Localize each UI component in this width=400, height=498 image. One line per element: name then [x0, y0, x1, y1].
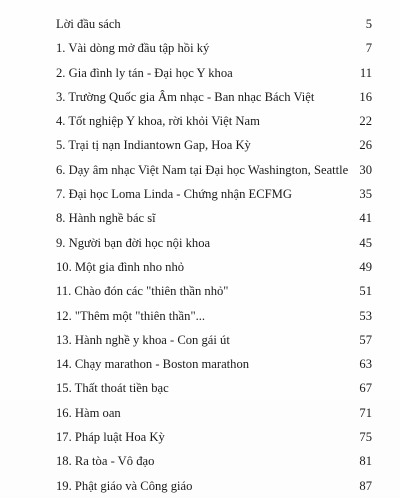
toc-entry-title: 1. Vài dòng mở đầu tập hồi ký — [56, 41, 210, 56]
toc-entry-page-number: 51 — [359, 284, 372, 299]
toc-entry-page-number: 30 — [359, 162, 372, 177]
toc-entry-page-number: 57 — [359, 332, 372, 347]
toc-entry-page-number: 35 — [359, 187, 372, 202]
toc-entry — [56, 158, 372, 182]
toc-entry-page-number: 63 — [359, 357, 372, 372]
toc-entry-title: 3. Trường Quốc gia Âm nhạc - Ban nhạc Bách Việt — [56, 89, 315, 104]
toc-entry-page-number: 81 — [359, 454, 372, 469]
toc-entry — [56, 182, 372, 206]
toc-entry — [56, 328, 372, 352]
toc-entry — [56, 449, 372, 473]
toc-entry-title: 8. Hành nghề bác sĩ — [56, 211, 156, 226]
toc-entry — [56, 12, 372, 36]
toc-entry-page-number: 67 — [359, 381, 372, 396]
toc-entry-title: 18. Ra tòa - Vô đạo — [56, 454, 155, 469]
toc-entry-title: 7. Đại học Loma Linda - Chứng nhận ECFMG — [56, 187, 292, 202]
toc-entry-title: 10. Một gia đình nho nhỏ — [56, 259, 185, 274]
toc-entry — [56, 352, 372, 376]
toc-entry-title: 17. Pháp luật Hoa Kỳ — [56, 430, 165, 445]
toc-entry-page-number: 22 — [359, 114, 372, 129]
toc-entry-page-number: 49 — [359, 259, 372, 274]
toc-entry — [56, 474, 372, 498]
toc-entry — [56, 61, 372, 85]
toc-entry-title: 2. Gia đình ly tán - Đại học Y khoa — [56, 65, 233, 80]
toc-entry-page-number: 45 — [359, 235, 372, 250]
toc-entry-title: 12. "Thêm một "thiên thần"... — [56, 308, 206, 323]
toc-entry — [56, 376, 372, 400]
toc-entry-page-number: 5 — [365, 17, 372, 31]
toc-entry-page-number: 75 — [359, 430, 372, 445]
toc-entry-title: 16. Hàm oan — [56, 405, 121, 420]
toc-entry-page-number: 16 — [359, 89, 372, 104]
toc-entry-page-number: 53 — [359, 308, 372, 323]
toc-entry-title: 4. Tốt nghiệp Y khoa, rời khỏi Việt Nam — [56, 114, 260, 129]
toc-entry — [56, 133, 372, 157]
toc-entry — [56, 36, 372, 60]
toc-entry — [56, 425, 372, 449]
toc-entry-title: 14. Chạy marathon - Boston marathon — [56, 357, 250, 372]
table-of-contents — [56, 12, 372, 498]
toc-entry-page-number: 71 — [359, 405, 372, 420]
toc-entry-title: 9. Người bạn đời học nội khoa — [56, 235, 211, 250]
toc-entry — [56, 85, 372, 109]
toc-entry — [56, 231, 372, 255]
toc-entry-title: 6. Dạy âm nhạc Việt Nam tại Đại học Washington, Seattle — [56, 162, 349, 177]
toc-entry — [56, 255, 372, 279]
toc-entry-page-number: 87 — [359, 478, 372, 493]
toc-entry — [56, 279, 372, 303]
toc-entry-title: 19. Phật giáo và Công giáo — [56, 478, 193, 493]
toc-entry-title: 15. Thất thoát tiền bạc — [56, 381, 169, 396]
toc-entry — [56, 206, 372, 230]
toc-entry-page-number: 41 — [359, 211, 372, 226]
toc-entry-page-number: 26 — [359, 138, 372, 153]
toc-entry-page-number: 11 — [359, 65, 372, 80]
toc-entry-title: 13. Hành nghề y khoa - Con gái út — [56, 332, 230, 347]
toc-entry — [56, 304, 372, 328]
toc-entry-title: 5. Trại tị nạn Indiantown Gap, Hoa Kỳ — [56, 138, 251, 153]
toc-entry-title: 11. Chào đón các "thiên thần nhỏ" — [56, 284, 229, 299]
toc-entry — [56, 109, 372, 133]
toc-entry — [56, 401, 372, 425]
toc-entry-page-number: 7 — [365, 41, 372, 56]
toc-entry-title: Lời đầu sách — [56, 17, 121, 31]
